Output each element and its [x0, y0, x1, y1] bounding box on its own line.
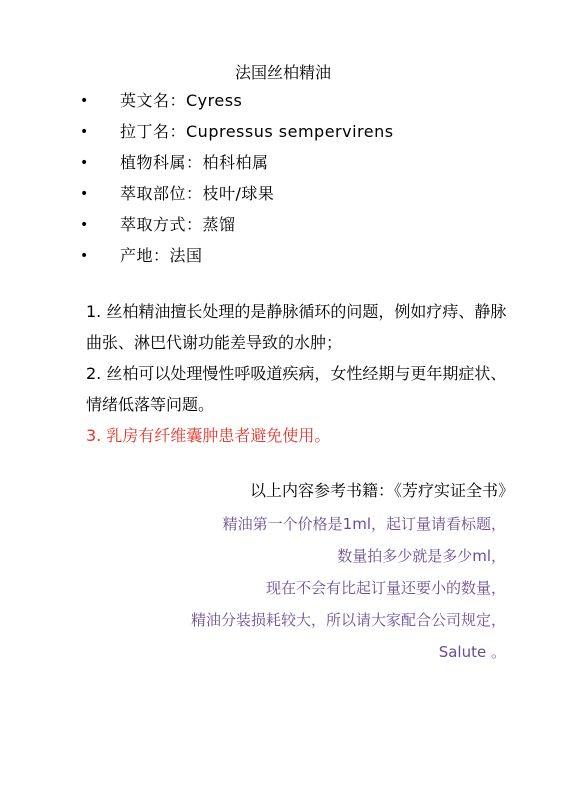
order-notes [66, 508, 506, 668]
reference-line: 以上内容参考书籍：《芳疗实证全书》 [249, 481, 514, 500]
note-line: 数量拍多少就是多少ml， [337, 547, 506, 565]
bullet-icon: • [80, 186, 89, 202]
note-line: 精油第一个价格是1ml，起订量请看标题， [222, 515, 506, 533]
attribute-list [80, 90, 394, 276]
usage-point: 2. 丝柏可以处理慢性呼吸道疾病，女性经期与更年期症状、情绪低落等问题。 [86, 364, 507, 414]
bullet-icon: • [80, 248, 89, 264]
note-line: Salute 。 [438, 643, 506, 661]
attribute-text: 萃取部位：枝叶/球果 [120, 184, 275, 203]
bullet-icon: • [80, 93, 89, 109]
attribute-item [80, 183, 394, 214]
bullet-icon: • [80, 155, 89, 171]
warning-point: 3. 乳房有纤维囊肿患者避免使用。 [86, 426, 331, 445]
bullet-icon: • [80, 124, 89, 140]
page-title: 法国丝柏精油 [234, 63, 331, 82]
attribute-text: 植物科属：柏科柏属 [120, 153, 269, 172]
usage-points [86, 296, 516, 451]
note-line: 现在不会有比起订量还要小的数量， [265, 579, 506, 597]
attribute-text: 拉丁名：Cupressus sempervirens [120, 122, 394, 141]
bullet-icon: • [80, 217, 89, 233]
attribute-item [80, 121, 394, 152]
attribute-item [80, 245, 394, 276]
attribute-item [80, 90, 394, 121]
attribute-item [80, 214, 394, 245]
attribute-text: 英文名：Cyress [120, 91, 243, 110]
usage-point: 1. 丝柏精油擅长处理的是静脉循环的问题，例如疗痔、静脉曲张、淋巴代谢功能差导致的水肿； [86, 302, 507, 352]
attribute-text: 产地：法国 [120, 246, 203, 265]
attribute-text: 萃取方式：蒸馏 [120, 215, 236, 234]
note-line: 精油分装损耗较大，所以请大家配合公司规定， [190, 611, 506, 629]
attribute-item [80, 152, 394, 183]
